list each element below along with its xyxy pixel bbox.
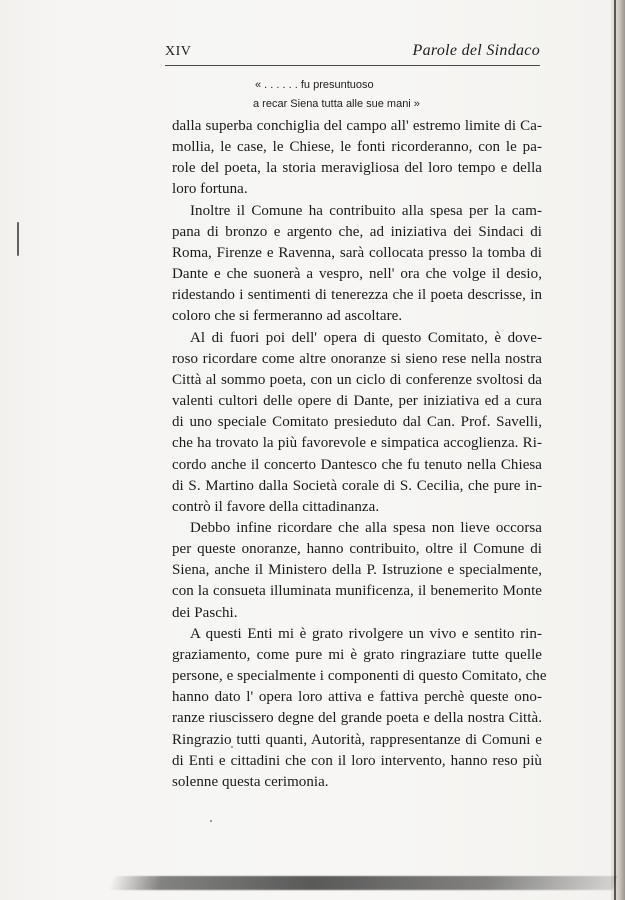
page-header [165,40,540,66]
running-title: Parole del Sindaco [412,42,540,59]
text-line: ranze riuscissero degne del grande poeta e della nostra Città. [172,710,542,727]
text-line: Roma, Firenze e Ravenna, sarà collocata presso la tomba di [172,244,542,261]
quote-line: « . . . . . . fu presuntuoso [255,79,374,91]
text-line: Al di fuori poi dell' opera di questo Comitato, è dove- [190,329,542,346]
text-line: dei Paschi. [172,604,238,621]
text-line: dalla superba conchiglia del campo all' estremo limite di Ca- [172,118,542,134]
text-line: con la consueta illuminata munificenza, il benemerito Monte [172,583,542,600]
text-line: graziamento, come pure mi è grato ringraziare tutte quelle [172,646,542,663]
text-line: che ha trovato la più favorevole e simpatica accoglienza. Ri- [172,435,542,452]
paragraph [172,518,542,624]
paragraph [172,116,542,201]
text-line: coloro che si fermeranno ad ascoltare. [172,308,403,325]
text-line: Ringrazio tutti quanti, Autorità, rappresentanze di Comuni e [172,731,542,748]
text-line: ridestando i sentimenti di tenerezza che il poeta descrisse, in [172,287,542,304]
text-line: roso ricordare come altre onoranze si sieno rese nella nostra [172,350,542,367]
text-line: contrò il favore della cittadinanza. [172,498,380,515]
text-line: di Enti e cittadini che con il loro intervento, hanno reso più [172,752,542,769]
page-number: XIV [165,44,192,59]
margin-mark [17,222,19,256]
header-rule [165,65,540,66]
text-line: per queste onoranze, hanno contribuito, oltre il Comune di [172,541,542,558]
quote-line: a recar Siena tutta alle sue mani » [253,98,420,110]
text-line: di S. Martino dalla Società corale di S. Cecilia, che pure in- [172,477,542,494]
body-text [172,116,547,793]
text-line: valenti cultori delle opere di Dante, per iniziativa ed a cura [172,393,542,410]
text-line: Siena, anche il Ministero della P. Istruzione e specialmente, [172,562,542,579]
text-line: pana di bronzo e argento che, ad iniziativa dei Sindaci di [172,223,542,240]
speck [210,820,212,822]
text-line: Inoltre il Comune ha contribuito alla spesa per la cam- [190,202,542,219]
bottom-scan-smear [108,876,618,890]
text-line: solenne questa cerimonia. [172,773,329,790]
text-line: hanno dato l' opera loro attiva e fattiva perchè queste ono- [172,689,542,706]
text-line: Città al sommo poeta, con un ciclo di conferenze svoltosi da [172,371,542,388]
page-edge-line [614,0,616,900]
paragraph [172,624,547,793]
text-line: loro fortuna. [172,181,248,198]
text-line: A questi Enti mi è grato rivolgere un vivo e sentito rin- [190,625,542,642]
text-line: role del poeta, la storia meravigliosa del loro tempo e della [172,160,542,177]
text-line: di uno speciale Comitato presieduto dal Can. Prof. Savelli, [172,414,542,431]
text-line: persone, e specialmente i componenti di questo Comitato, che [172,668,547,685]
text-line: cordo anche il concerto Dantesco che fu tenuto nella Chiesa [172,456,542,473]
text-line: mollia, le case, le Chiese, le fonti ricorderanno, con le pa- [172,139,542,156]
text-line: Dante e che suonerà a vespro, nell' ora che volge il desio, [172,266,542,283]
paragraph [172,201,542,328]
paragraph [172,328,542,518]
text-line: Debbo infine ricordare che alla spesa non lieve occorsa [190,519,542,536]
epigraph-quote [165,76,540,114]
